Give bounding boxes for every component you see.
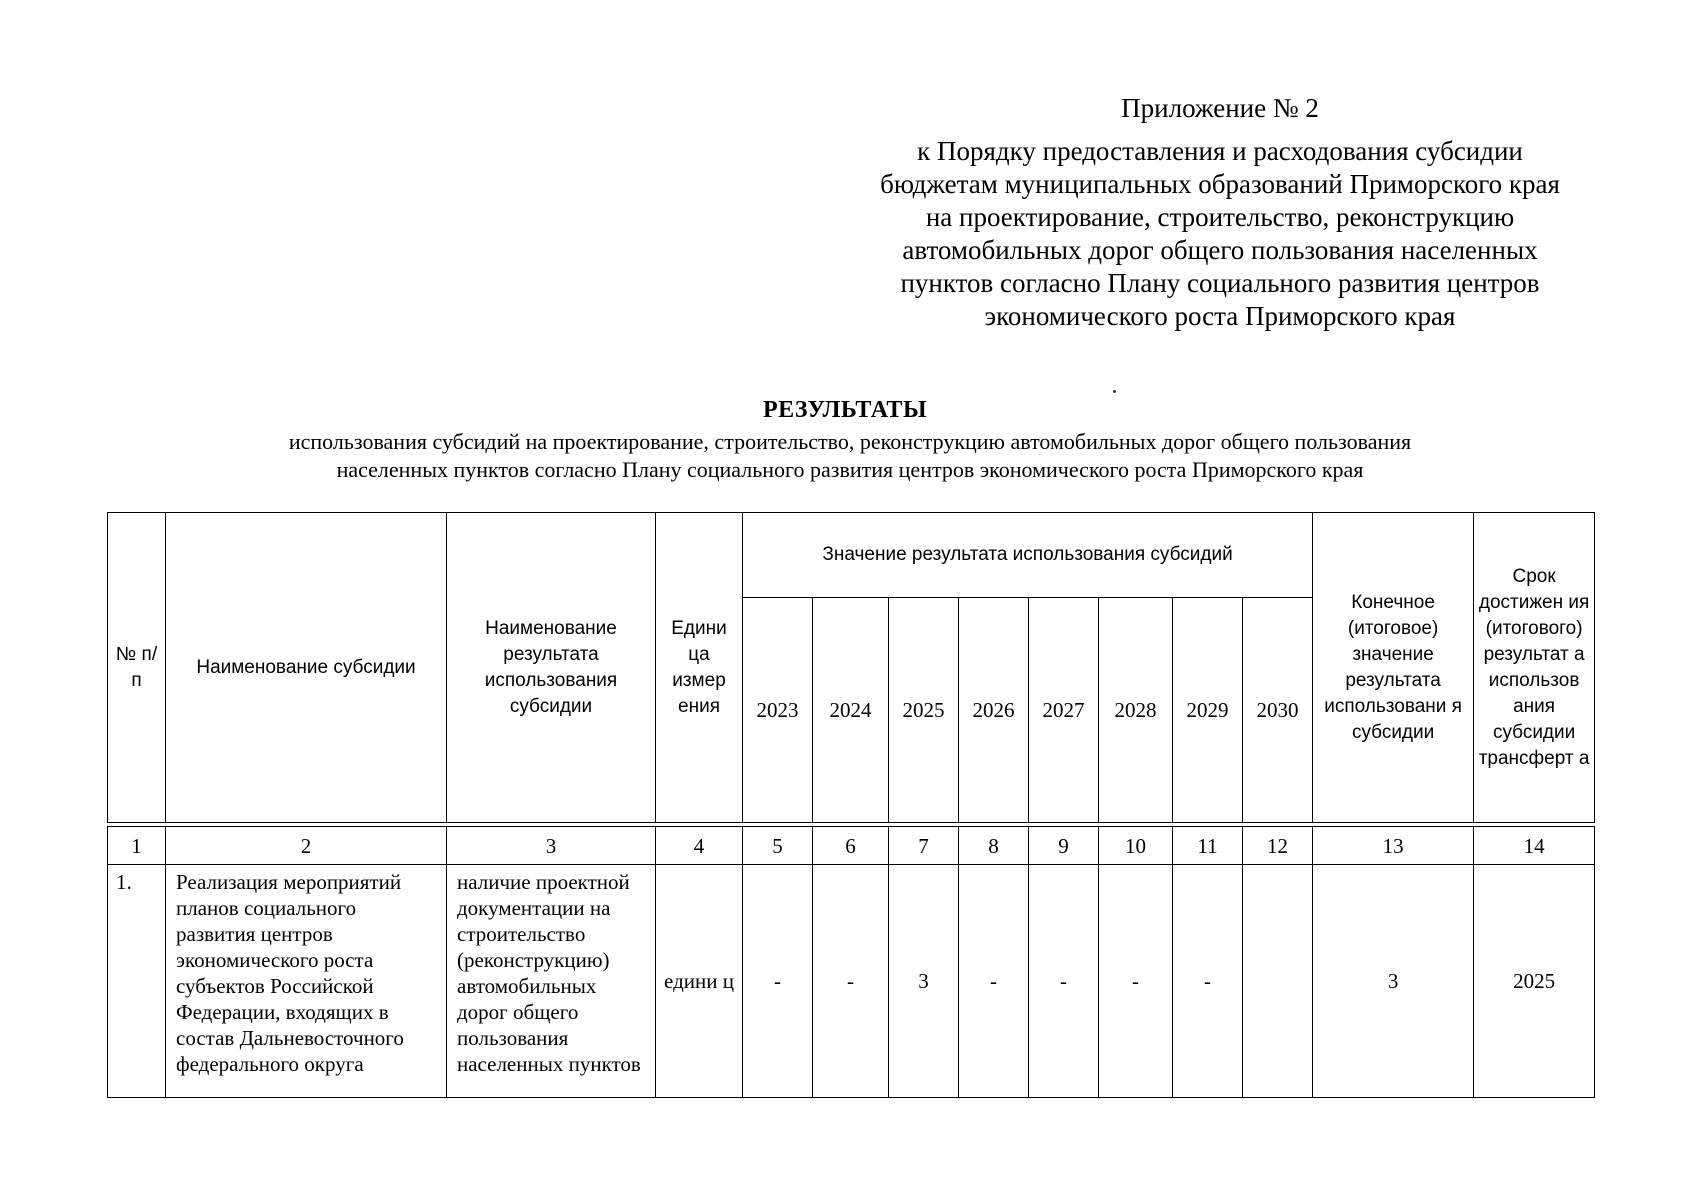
row-final-value: 3 — [1313, 865, 1474, 1098]
header-result-name: Наименование результата использования субсидии — [447, 513, 656, 823]
appendix-line: пунктов согласно Плану социального развития центров — [900, 268, 1540, 298]
header-year: 2030 — [1243, 598, 1313, 823]
row-subsidy-name: Реализация мероприятий планов социального развития центров экономического роста субъектов Российской Федерации, входящих в состав Дальневосточного федерального округа — [166, 865, 447, 1098]
row-year-value: - — [1173, 865, 1243, 1098]
header-num: № п/п — [108, 513, 166, 823]
column-number: 14 — [1474, 827, 1595, 865]
column-number: 9 — [1029, 827, 1099, 865]
appendix-line: автомобильных дорог общего пользования населенных — [902, 235, 1538, 265]
header-unit: Едини ца измер ения — [656, 513, 743, 823]
header-year: 2026 — [959, 598, 1029, 823]
results-subtitle — [0, 428, 1690, 484]
header-year: 2029 — [1173, 598, 1243, 823]
header-year: 2027 — [1029, 598, 1099, 823]
row-year-value: - — [1029, 865, 1099, 1098]
column-number: 10 — [1099, 827, 1173, 865]
row-year-value: - — [1099, 865, 1173, 1098]
row-unit: едини ц — [656, 865, 743, 1098]
column-number: 8 — [959, 827, 1029, 865]
column-number: 7 — [889, 827, 959, 865]
appendix-title: Приложение № 2 — [1121, 93, 1319, 123]
row-year-value: - — [813, 865, 889, 1098]
header-year: 2023 — [743, 598, 813, 823]
stray-dot — [1113, 390, 1116, 393]
column-number: 12 — [1243, 827, 1313, 865]
header-year: 2028 — [1099, 598, 1173, 823]
row-num: 1. — [108, 865, 166, 1098]
column-number: 4 — [656, 827, 743, 865]
table-row — [108, 865, 1595, 1098]
header-values-group: Значение результата использования субсидий — [743, 513, 1313, 598]
header-deadline: Срок достижен ия (итогового) результат а использов ания субсидии трансферт а — [1474, 513, 1595, 823]
results-subtitle-line: использования субсидий на проектирование, строительство, реконструкцию автомобильных дорог общего пользования — [288, 429, 1412, 454]
results-table — [107, 512, 1595, 1098]
header-year: 2025 — [889, 598, 959, 823]
column-number: 11 — [1173, 827, 1243, 865]
column-number: 2 — [166, 827, 447, 865]
column-number: 1 — [108, 827, 166, 865]
header-row-top — [108, 513, 1595, 598]
column-number: 3 — [447, 827, 656, 865]
header-final-value: Конечное (итоговое) значение результата использовани я субсидии — [1313, 513, 1474, 823]
appendix-block — [850, 92, 1590, 333]
column-number: 13 — [1313, 827, 1474, 865]
header-year: 2024 — [813, 598, 889, 823]
results-subtitle-line: населенных пунктов согласно Плану социального развития центров экономического роста Приморского края — [336, 457, 1364, 482]
column-number: 6 — [813, 827, 889, 865]
appendix-line: экономического роста Приморского края — [984, 301, 1456, 331]
row-deadline: 2025 — [1474, 865, 1595, 1098]
row-result-name: наличие проектной документации на строительство (реконструкцию) автомобильных дорог общего пользования населенных пунктов — [447, 865, 656, 1098]
row-year-value: - — [743, 865, 813, 1098]
row-year-value — [1243, 865, 1313, 1098]
results-title: РЕЗУЛЬТАТЫ — [762, 397, 928, 423]
column-number-row — [108, 827, 1595, 865]
row-year-value: 3 — [889, 865, 959, 1098]
header-subsidy-name: Наименование субсидии — [166, 513, 447, 823]
appendix-line: на проектирование, строительство, реконструкцию — [925, 202, 1515, 232]
row-year-value: - — [959, 865, 1029, 1098]
appendix-line: бюджетам муниципальных образований Приморского края — [880, 169, 1560, 199]
column-number: 5 — [743, 827, 813, 865]
appendix-line: к Порядку предоставления и расходования субсидии — [917, 136, 1523, 166]
